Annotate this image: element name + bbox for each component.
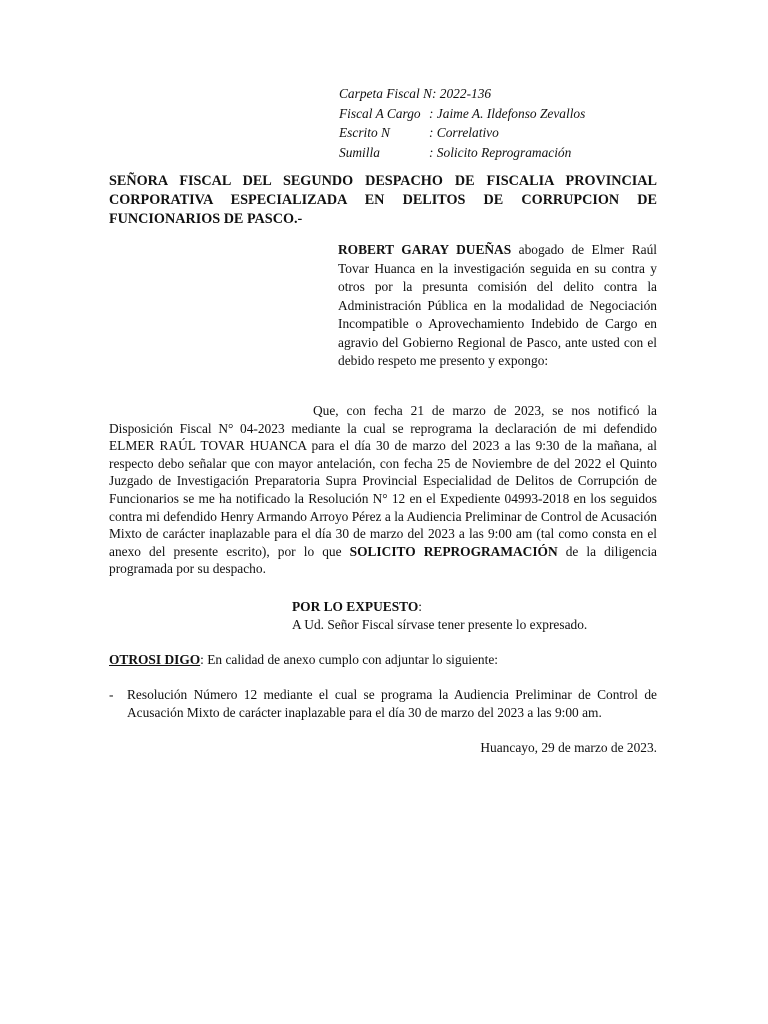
annex-item-text: Resolución Número 12 mediante el cual se programa la Audiencia Preliminar de Control de Acusación Mixto de carácter inaplazable para el día 30 de marzo del 2023 a las 9:00 am.	[127, 687, 657, 720]
closing-title-row	[292, 598, 587, 616]
main-paragraph-tail: de la diligencia programada por su despacho.	[109, 543, 657, 577]
addressee-heading: SEÑORA FISCAL DEL SEGUNDO DESPACHO DE FISCALIA PROVINCIAL CORPORATIVA ESPECIALIZADA EN DELITOS DE CORRUPCION DE FUNCIONARIOS DE PASCO.-	[109, 173, 657, 227]
intro-text: abogado de Elmer Raúl Tovar Huanca en la investigación seguida en su contra y otros por la presunta comisión del delito contra la Administración Pública en la modalidad de Negociación Incompatible o Aprovechamiento Indebido de Cargo en agravio del Gobierno Regional de Pasco, ante usted con el debido respeto me presento y expongo:	[338, 242, 657, 368]
otrosi-section	[109, 651, 657, 669]
case-file-number: Carpeta Fiscal N: 2022-136	[339, 86, 492, 101]
otrosi-text: : En calidad de anexo cumplo con adjuntar lo siguiente:	[200, 652, 499, 667]
summary-value: : Solicito Reprogramación	[429, 144, 572, 160]
intro-paragraph	[338, 241, 657, 371]
closing-text: A Ud. Señor Fiscal sírvase tener presente lo expresado.	[292, 617, 588, 632]
closing-colon: :	[418, 599, 422, 614]
brief-number-value: : Correlativo	[429, 125, 499, 140]
summary-label: Sumilla	[339, 144, 380, 160]
attorney-name: ROBERT GARAY DUEÑAS	[338, 242, 512, 257]
summary-row	[339, 143, 585, 163]
closing-title: POR LO EXPUESTO	[292, 599, 419, 614]
request-bold: SOLICITO REPROGRAMACIÓN	[349, 543, 558, 559]
main-paragraph-text: Que, con fecha 21 de marzo de 2023, se nos notificó la Disposición Fiscal N° 04-2023 mediante la cual se reprograma la declaración de mi defendido ELMER RAÚL TOVAR HUANCA para el día 30 de marzo del 2023 a las 9:30 de la mañana, al respecto debo señalar que con mayor antelación, con fecha 25 de Noviembre de del 2022 el Quinto Juzgado de Investigación Preparatoria Supra Provincial Especialidad de Delitos de Corrupción de Funcionarios se me ha notificado la Resolución N° 12 en el Expediente 04993-2018 en los seguidos contra mi defendido Henry Armando Arroyo Pérez a la Audiencia Preliminar de Control de Acusación Mixto de carácter inaplazable para el día 30 de marzo del 2023 a las 9:00 am (tal como consta en el anexo del presente escrito), por lo que	[109, 403, 657, 559]
brief-number-label: Escrito N	[339, 125, 390, 140]
otrosi-title: OTROSI DIGO	[109, 652, 201, 667]
brief-number-row	[339, 123, 585, 143]
prosecutor-label: Fiscal A Cargo	[339, 105, 421, 121]
list-dash: -	[109, 687, 114, 702]
prosecutor-row	[339, 104, 585, 124]
main-paragraph	[109, 402, 657, 578]
prosecutor-value: : Jaime A. Ildefonso Zevallos	[429, 105, 586, 121]
annex-list-item	[109, 686, 657, 722]
place-date-line: Huancayo, 29 de marzo de 2023.	[480, 740, 657, 755]
closing-section	[292, 598, 587, 634]
case-header	[339, 84, 585, 162]
